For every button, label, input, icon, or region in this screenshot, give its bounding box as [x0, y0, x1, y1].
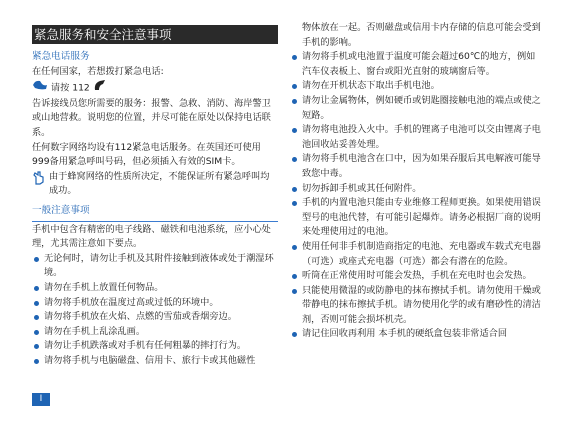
list-item: 只能使用微湿的或防静电的抹布擦拭手机。请勿使用干燥或带静电的抹布擦拭手机。请勿使用化学的或有磨砂性的清洁剂，否则可能会损坏机壳。 [290, 284, 542, 328]
list-item: 请勿将手机放在火焰、点燃的雪茄或香烟旁边。 [32, 310, 278, 325]
list-item: 听筒在正常使用时可能会发热，手机在充电时也会发热。 [290, 269, 542, 284]
heading-divider [32, 221, 278, 222]
list-item: 请勿让手机跌落或对手机有任何粗暴的摔打行为。 [32, 339, 278, 354]
dial-line [32, 79, 278, 97]
left-column [32, 50, 278, 368]
continued-text: 物体放在一起。否则磁盘或信用卡内存储的信息可能会受到手机的影响。 [302, 22, 541, 48]
dial-number: 112 [72, 82, 90, 94]
list-item: 使用任何非手机制造商指定的电池、充电器或车载式充电器（可选）或座式充电器（可选）都会有潜在的危险。 [290, 240, 542, 269]
list-item: 请勿将手机与电脑磁盘、信用卡、旅行卡或其他磁性 [32, 354, 278, 369]
general-list-left [32, 252, 278, 369]
dial-prefix: 请按 [50, 82, 70, 94]
note-text: 由于蜂窝网络的性质所决定，不能保证所有紧急呼叫均成功。 [49, 170, 270, 197]
list-item: 请勿让金属物体，例如硬币或钥匙圈接触电池的端点或使之短路。 [290, 94, 542, 123]
emergency-services-text: 告诉接线员您所需要的服务：报警、急救、消防、海岸警卫或山地营救。说明您的位置，并尽可能在原处以保持电话联系。 [32, 97, 271, 138]
list-item: 请勿将手机或电池置于温度可能会超过60℃的地方，例如汽车仪表板上、窗台或阳光直射的玻璃窗后等。 [290, 50, 542, 79]
general-heading: 一般注意事项 [32, 204, 90, 216]
right-column [290, 21, 542, 342]
list-item: 请勿在手机上乱涂乱画。 [32, 325, 278, 340]
page-title: 紧急服务和安全注意事项 [32, 25, 278, 44]
list-item: 请记住回收再利用 本手机的硬纸盒包装非常适合回 [290, 327, 542, 342]
general-list-right [290, 50, 542, 342]
list-item: 请勿在开机状态下取出手机电池。 [290, 79, 542, 94]
emergency-intro: 在任何国家，若想拨打紧急电话: [32, 65, 164, 77]
emergency-heading: 紧急电话服务 [32, 51, 90, 62]
phone-handset-icon [32, 80, 48, 96]
list-item: 请勿将手机电池含在口中，因为如果吞服后其电解液可能导致您中毒。 [290, 152, 542, 181]
list-item: 切勿拆卸手机或其任何附件。 [290, 182, 542, 197]
list-item: 请勿将电池投入火中。手机的锂离子电池可以交由锂离子电池回收站妥善处理。 [290, 123, 542, 152]
list-item: 请勿将手机放在温度过高或过低的环境中。 [32, 296, 278, 311]
list-item: 无论何时，请勿让手机及其附件接触到液体或处于潮湿环境。 [32, 252, 278, 281]
info-hand-icon [32, 170, 46, 199]
emergency-note [32, 170, 278, 199]
phone-send-icon [93, 79, 107, 97]
emergency-network-text: 任何数字网络均设有112紧急电话服务。在英国还可使用 999备用紧急呼叫号码，但必须插入有效的SIM卡。 [32, 141, 261, 168]
page-number: I [32, 393, 50, 406]
general-intro: 手机中包含有精密的电子线路、磁铁和电池系统，应小心处理，尤其需注意如下要点。 [32, 223, 271, 250]
list-item: 手机的内置电池只能由专业维修工程师更换。如果使用错误型号的电池代替，有可能引起爆炸。请务必根据厂商的说明来处理使用过的电池。 [290, 196, 542, 240]
list-item: 请勿在手机上放置任何物品。 [32, 281, 278, 296]
